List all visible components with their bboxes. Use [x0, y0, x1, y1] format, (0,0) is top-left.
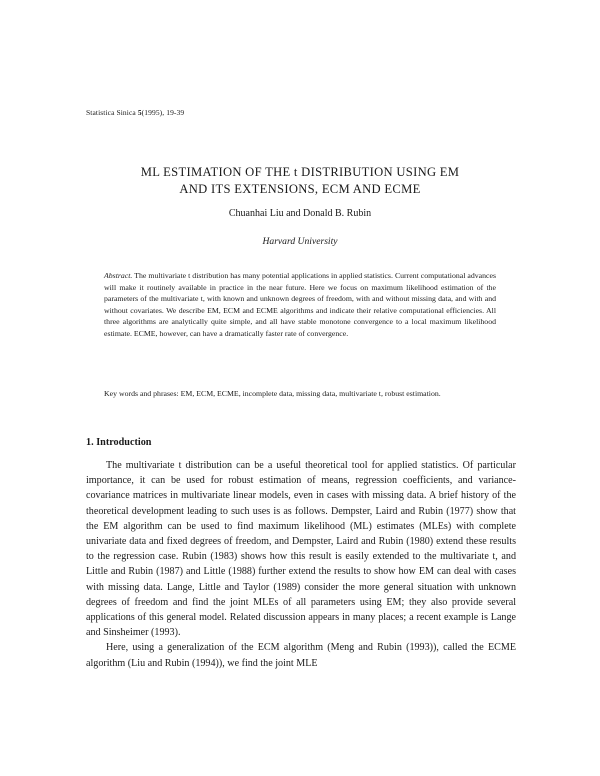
- journal-citation: [86, 108, 184, 117]
- title-line-2: AND ITS EXTENSIONS, ECM AND ECME: [179, 182, 421, 196]
- journal-name: Statistica Sinica: [86, 108, 136, 117]
- journal-volume: 5: [137, 108, 142, 117]
- paragraph-1: The multivariate t distribution can be a useful theoretical tool for applied statistics. Of particular importance, it can be used for robust estimation of means, regression coefficients, and variance-covariance matrices in multivariate linear models, even in cases with missing data. A brief history of the theoretical development leading to such uses is as follows. Dempster, Laird and Rubin (1977) show that the EM algorithm can be used to find maximum likelihood (ML) estimates (MLEs) with complete univariate data and fixed degrees of freedom, and Dempster, Laird and Rubin (1980) extend these results to the regression case. Rubin (1983) shows how this result is easily extended to the multivariate t, and Little and Rubin (1987) and Little (1988) further extend the results to show how EM can deal with cases with missing data. Lange, Little and Taylor (1989) consider the more general situation with unknown degrees of freedom and find the joint MLEs of all parameters using EM; they also provide several applications of this general model. Related discussion appears in many places; a recent example is Lange and Sinsheimer (1993).: [86, 460, 516, 639]
- paper-title: [60, 164, 540, 198]
- abstract-text: The multivariate t distribution has many potential applications in applied statistics. Current computational advances will make it routinely available in practice in the near future. Here we focus on maximum likelihood estimation of the parameters of the multivariate t, with known and unknown degrees of freedom, with and without missing data, and with and without covariates. We describe EM, ECM and ECME algorithms and indicate their relative computational efficiencies. All three algorithms are analytically quite simple, and all have stable monotone convergence to a local maximum likelihood estimate. ECME, however, can have a dramatically faster rate of convergence.: [104, 271, 496, 338]
- title-line-1: ML ESTIMATION OF THE t DISTRIBUTION USING EM: [140, 165, 460, 179]
- section-heading: 1. Introduction: [86, 437, 152, 448]
- journal-year-pages: (1995), 19-39: [141, 108, 185, 117]
- authors: Chuanhai Liu and Donald B. Rubin: [228, 208, 372, 219]
- abstract-label: Abstract.: [104, 271, 133, 280]
- affiliation: Harvard University: [262, 236, 338, 247]
- keywords: Key words and phrases: EM, ECM, ECME, incomplete data, missing data, multivariate t, robust estimation.: [104, 389, 441, 398]
- abstract: [104, 270, 496, 340]
- paragraph-2: Here, using a generalization of the ECM algorithm (Meng and Rubin (1993)), called the ECME algorithm (Liu and Rubin (1994)), we find the joint MLE: [86, 642, 516, 669]
- body-text: [86, 458, 516, 671]
